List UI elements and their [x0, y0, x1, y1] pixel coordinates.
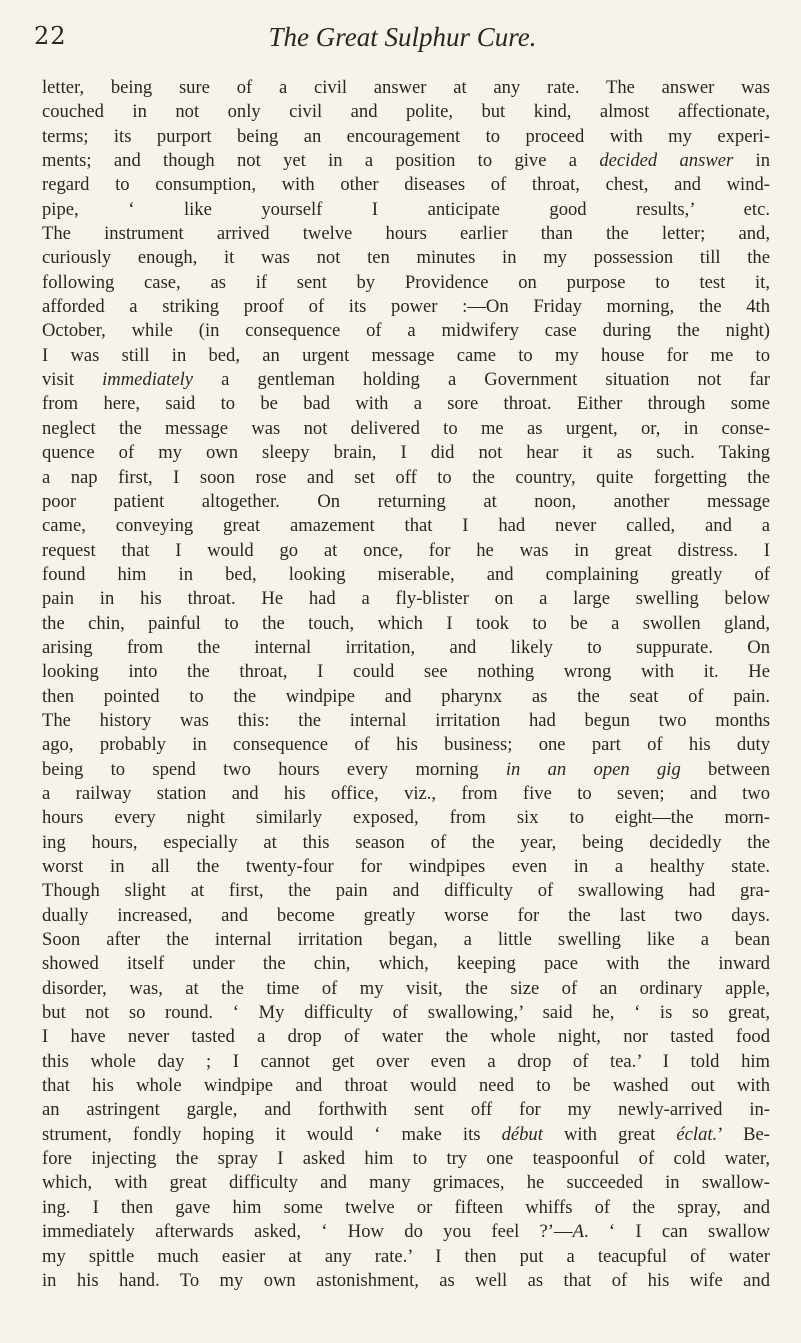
text-line — [42, 977, 770, 1001]
text-run: request that I would go at once, for he was in great distress. I — [42, 539, 770, 561]
text-line — [42, 1147, 770, 1171]
text-line — [42, 1269, 770, 1293]
text-run: I was still in bed, an urgent message came to my house for me to — [42, 344, 770, 366]
text-run: which, with great difficulty and many grimaces, he succeeded in swallow- — [42, 1172, 770, 1194]
text-line — [42, 782, 770, 806]
text-run: ments; and though not yet in a position to give a — [42, 150, 600, 172]
text-line — [42, 1074, 770, 1098]
text-run: a gentleman holding a Government situation not far — [193, 369, 770, 391]
text-run: ing hours, especially at this season of the year, being decidedly the — [42, 831, 770, 853]
text-line — [42, 563, 770, 587]
text-line — [42, 612, 770, 636]
text-line — [42, 319, 770, 343]
italic-text: in an open gig — [505, 758, 681, 780]
text-line — [42, 466, 770, 490]
text-line — [42, 76, 770, 100]
text-run: visit — [42, 369, 103, 391]
text-run: hours every night similarly exposed, from six to eight—the morn- — [42, 807, 770, 829]
text-line — [42, 1123, 770, 1147]
text-line — [42, 295, 770, 319]
text-line — [42, 368, 770, 392]
text-run: being to spend two hours every morning — [42, 758, 506, 780]
text-run: neglect the message was not delivered to me as urgent, or, in conse- — [42, 417, 770, 439]
running-title: The Great Sulphur Cure. — [268, 22, 537, 52]
text-run: found him in bed, looking miserable, and complaining greatly of — [42, 563, 770, 585]
body-text — [42, 76, 770, 1293]
text-line — [42, 198, 770, 222]
text-line — [42, 855, 770, 879]
text-line — [42, 928, 770, 952]
text-run: quence of my own sleepy brain, I did not hear it as such. Taking — [42, 442, 770, 464]
text-line — [42, 660, 770, 684]
running-head — [34, 22, 771, 56]
text-run: in — [733, 150, 770, 172]
text-line — [42, 952, 770, 976]
text-line — [42, 758, 770, 782]
text-line — [42, 149, 770, 173]
text-run: couched in not only civil and polite, but kind, almost affectionate, — [42, 101, 770, 123]
text-run: a nap first, I soon rose and set off to the country, quite forgetting the — [42, 466, 770, 488]
text-line — [42, 1196, 770, 1220]
italic-text: decided answer — [599, 150, 734, 172]
text-line — [42, 1220, 770, 1244]
text-line — [42, 246, 770, 270]
text-run: Soon after the internal irritation began, a little swelling like a bean — [42, 929, 770, 951]
text-line — [42, 1098, 770, 1122]
text-run: worst in all the twenty-four for windpipes even in a healthy state. — [42, 856, 770, 877]
text-run: the chin, painful to the touch, which I took to be a swollen gland, — [42, 612, 770, 634]
text-line — [42, 1001, 770, 1025]
text-line — [42, 709, 770, 733]
text-line — [42, 271, 770, 295]
page-number: 22 — [34, 22, 67, 50]
text-line — [42, 392, 770, 416]
text-line — [42, 685, 770, 709]
text-run: regard to consumption, with other diseases of throat, chest, and wind- — [42, 174, 770, 196]
text-run: terms; its purport being an encouragement to proceed with my experi- — [42, 125, 770, 147]
italic-text: éclat. — [676, 1123, 718, 1145]
text-run: came, conveying great amazement that I had never called, and a — [42, 515, 770, 537]
text-run: an astringent gargle, and forthwith sent off for my newly-arrived in- — [42, 1099, 770, 1121]
text-run: but not so round. ‘ My difficulty of swallowing,’ said he, ‘ is so great, — [42, 1002, 770, 1024]
text-line — [42, 173, 770, 197]
italic-text: immediately — [102, 369, 194, 391]
text-line — [42, 879, 770, 903]
text-line — [42, 514, 770, 538]
text-line — [42, 587, 770, 611]
text-line — [42, 441, 770, 465]
text-run: ’ Be- — [717, 1123, 770, 1145]
text-run: immediately afterwards asked, ‘ How do you feel ?’— — [42, 1221, 573, 1243]
text-line — [42, 100, 770, 124]
text-run: afforded a striking proof of its power :—On Friday morning, the 4th — [42, 296, 770, 318]
text-run: The history was this: the internal irritation had begun two months — [42, 709, 770, 731]
text-run: ago, probably in consequence of his business; one part of his duty — [42, 734, 770, 756]
text-run: showed itself under the chin, which, keeping pace with the inward — [42, 953, 770, 975]
text-line — [42, 1050, 770, 1074]
text-run: following case, as if sent by Providence on purpose to test it, — [42, 271, 770, 293]
text-run: poor patient altogether. On returning at noon, another message — [42, 490, 770, 512]
text-run: dually increased, and become greatly worse for the last two days. — [42, 904, 770, 926]
text-line — [42, 417, 770, 441]
text-run: The instrument arrived twelve hours earlier than the letter; and, — [42, 223, 770, 245]
text-line — [42, 904, 770, 928]
text-line — [42, 222, 770, 246]
text-line — [42, 1171, 770, 1195]
text-run: from here, said to be bad with a sore throat. Either through some — [42, 393, 770, 415]
text-run: curiously enough, it was not ten minutes in my possession till the — [42, 247, 770, 269]
text-line — [42, 831, 770, 855]
text-line — [42, 490, 770, 514]
text-run: pain in his throat. He had a fly-blister on a large swelling below — [42, 588, 770, 610]
text-run: with great — [542, 1123, 677, 1145]
text-line — [42, 806, 770, 830]
text-line — [42, 1245, 770, 1269]
text-run: Though slight at first, the pain and difficulty of swallowing had gra- — [42, 880, 770, 902]
text-run: . ‘ I can swallow — [583, 1221, 770, 1243]
text-run: then pointed to the windpipe and pharynx as the seat of pain. — [42, 685, 770, 707]
text-run: ing. I then gave him some twelve or fifteen whiffs of the spray, and — [42, 1196, 770, 1218]
text-run: I have never tasted a drop of water the whole night, nor tasted food — [42, 1026, 770, 1048]
text-run: pipe, ‘ like yourself I anticipate good results,’ etc. — [42, 198, 770, 220]
text-run: a railway station and his office, viz., from five to seven; and two — [42, 782, 770, 804]
text-run: in his hand. To my own astonishment, as well as that of his wife and — [42, 1269, 770, 1291]
text-run: letter, being sure of a civil answer at any rate. The answer was — [42, 77, 770, 98]
italic-text: A — [572, 1221, 584, 1243]
text-line — [42, 1025, 770, 1049]
text-run: strument, fondly hoping it would ‘ make its — [42, 1123, 502, 1145]
text-line — [42, 344, 770, 368]
text-run: between — [680, 758, 771, 780]
text-run: fore injecting the spray I asked him to try one teaspoonful of cold water, — [42, 1148, 770, 1170]
text-run: this whole day ; I cannot get over even a drop of tea.’ I told him — [42, 1050, 770, 1072]
italic-text: début — [501, 1123, 543, 1145]
text-run: disorder, was, at the time of my visit, the size of an ordinary apple, — [42, 977, 770, 999]
text-run: arising from the internal irritation, and likely to suppurate. On — [42, 636, 770, 658]
text-line — [42, 733, 770, 757]
text-line — [42, 539, 770, 563]
text-run: my spittle much easier at any rate.’ I then put a teacupful of water — [42, 1245, 770, 1267]
text-run: October, while (in consequence of a midwifery case during the night) — [42, 320, 770, 342]
text-line — [42, 636, 770, 660]
text-line — [42, 125, 770, 149]
text-run: that his whole windpipe and throat would need to be washed out with — [42, 1075, 770, 1097]
text-run: looking into the throat, I could see nothing wrong with it. He — [42, 661, 770, 683]
